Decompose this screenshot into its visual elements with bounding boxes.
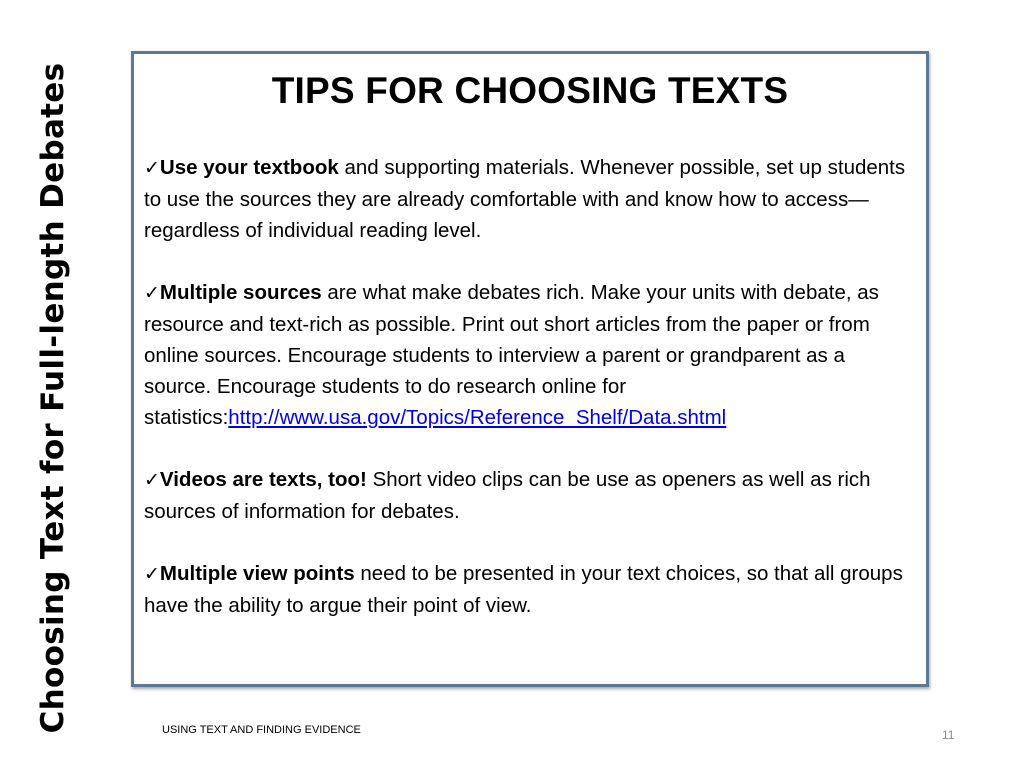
- bullet-list: [144, 152, 916, 652]
- checkmark-icon: ✓: [144, 469, 160, 491]
- checkmark-icon: ✓: [144, 157, 160, 179]
- bullet-multiple-sources: [144, 277, 916, 433]
- footer-text: USING TEXT AND FINDING EVIDENCE: [162, 724, 361, 736]
- side-title: Choosing Text for Full-length Debates: [35, 62, 71, 734]
- bullet-text: and supporting materials. Whenever possible, set up students to use the sources they are already comfortable with and know how to access—regardless of individual reading level.: [144, 156, 906, 242]
- bullet-lead: Use your textbook: [159, 156, 339, 179]
- page-number: 11: [942, 728, 955, 742]
- bullet-lead: Multiple sources: [159, 281, 322, 304]
- side-title-area: [0, 0, 100, 768]
- bullet-text: are what make debates rich. Make your units with debate, as resource and text-rich as possible. Print out short articles from the paper or from online sources. Encourage students to interview a parent or grandparent as a source. Encourage students to do research online for statistics:: [144, 281, 879, 429]
- bullet-lead: Multiple view points: [159, 562, 355, 585]
- tips-box: [131, 51, 929, 687]
- box-title: TIPS FOR CHOOSING TEXTS: [271, 70, 789, 111]
- bullet-view-points: [144, 558, 916, 621]
- checkmark-icon: ✓: [144, 282, 160, 304]
- bullet-text: need to be presented in your text choices, so that all groups have the ability to argue their point of view.: [144, 562, 903, 617]
- bullet-videos: [144, 464, 916, 527]
- checkmark-icon: ✓: [144, 563, 160, 585]
- statistics-link[interactable]: http://www.usa.gov/Topics/Reference_Shelf/Data.shtml: [228, 406, 727, 429]
- bullet-textbook: [144, 152, 916, 246]
- bullet-lead: Videos are texts, too!: [159, 468, 367, 491]
- bullet-text: Short video clips can be use as openers as well as rich sources of information for debates.: [144, 468, 871, 523]
